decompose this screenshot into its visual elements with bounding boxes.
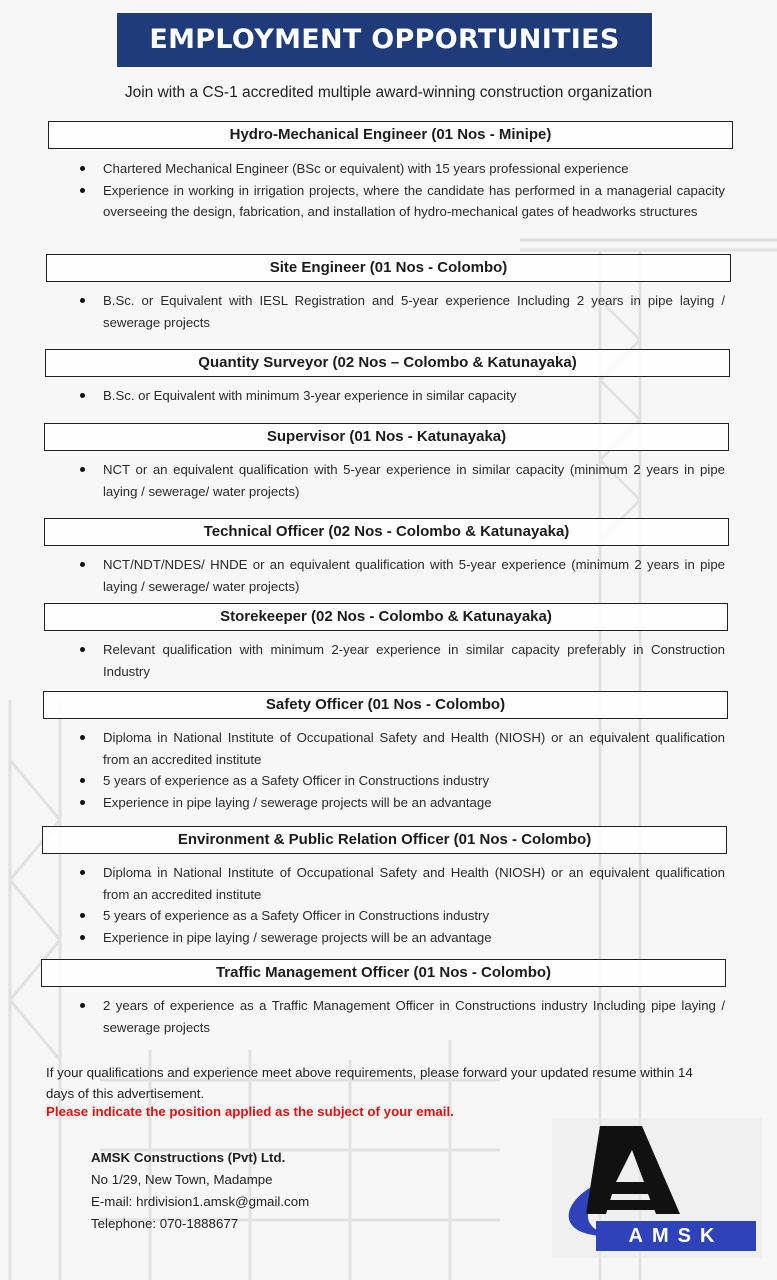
application-instructions: If your qualifications and experience meet above requirements, please forward your updated resume within 14 days of this advertisement.	[46, 1065, 693, 1101]
list-item: NCT/NDT/NDES/ HNDE or an equivalent qualification with 5-year experience (minimum 2 years in pipe laying / sewerage/ water projects)	[80, 554, 725, 597]
job-title-storekeeper: Storekeeper (02 Nos - Colombo & Katunayaka)	[44, 603, 728, 631]
job-requirements-list	[80, 158, 725, 223]
list-item: Diploma in National Institute of Occupational Safety and Health (NIOSH) or an equivalent qualification from an accredited institute	[80, 727, 725, 770]
job-title-hydro-mechanical-engineer: Hydro-Mechanical Engineer (01 Nos - Minipe)	[48, 121, 733, 149]
list-item: Relevant qualification with minimum 2-year experience in similar capacity preferably in Construction Industry	[80, 639, 725, 682]
job-requirements-list	[80, 995, 725, 1038]
list-item: 5 years of experience as a Safety Officer in Constructions industry	[80, 770, 725, 792]
company-address: No 1/29, New Town, Madampe	[91, 1172, 273, 1187]
list-item: Experience in pipe laying / sewerage projects will be an advantage	[80, 927, 725, 949]
job-requirements-list	[80, 727, 725, 814]
company-email: E-mail: hrdivision1.amsk@gmail.com	[91, 1194, 310, 1209]
list-item: B.Sc. or Equivalent with IESL Registration and 5-year experience Including 2 years in pipe laying / sewerage projects	[80, 290, 725, 333]
logo-wordmark: AMSK	[596, 1221, 756, 1251]
list-item: Experience in pipe laying / sewerage projects will be an advantage	[80, 792, 725, 814]
company-telephone: Telephone: 070-1888677	[91, 1216, 239, 1231]
company-name: AMSK Constructions (Pvt) Ltd.	[91, 1150, 286, 1165]
job-requirements-list	[80, 385, 725, 407]
list-item: B.Sc. or Equivalent with minimum 3-year experience in similar capacity	[80, 385, 725, 407]
list-item: NCT or an equivalent qualification with 5-year experience in similar capacity (minimum 2 years in pipe laying / sewerage/ water projects)	[80, 459, 725, 502]
list-item: Diploma in National Institute of Occupational Safety and Health (NIOSH) or an equivalent qualification from an accredited institute	[80, 862, 725, 905]
job-requirements-list	[80, 639, 725, 682]
job-title-supervisor: Supervisor (01 Nos - Katunayaka)	[44, 423, 729, 451]
job-title-technical-officer: Technical Officer (02 Nos - Colombo & Katunayaka)	[44, 518, 729, 546]
job-requirements-list	[80, 290, 725, 333]
company-contact-block	[91, 1147, 309, 1235]
list-item: Experience in working in irrigation projects, where the candidate has performed in a managerial capacity overseeing the design, fabrication, and installation of hydro-mechanical gates of headworks structures	[80, 180, 725, 223]
job-requirements-list	[80, 459, 725, 502]
job-requirements-list	[80, 554, 725, 597]
subject-line-notice: Please indicate the position applied as the subject of your email.	[46, 1104, 454, 1119]
list-item: 5 years of experience as a Safety Officer in Constructions industry	[80, 905, 725, 927]
list-item: 2 years of experience as a Traffic Management Officer in Constructions industry Including pipe laying / sewerage projects	[80, 995, 725, 1038]
job-requirements-list	[80, 862, 725, 949]
job-title-traffic-management-officer: Traffic Management Officer (01 Nos - Colombo)	[41, 959, 726, 987]
job-title-site-engineer: Site Engineer (01 Nos - Colombo)	[46, 254, 731, 282]
job-title-environment-public-relation-officer: Environment & Public Relation Officer (01 Nos - Colombo)	[42, 826, 727, 854]
job-title-safety-officer: Safety Officer (01 Nos - Colombo)	[43, 691, 728, 719]
job-title-quantity-surveyor: Quantity Surveyor (02 Nos – Colombo & Katunayaka)	[45, 349, 730, 377]
list-item: Chartered Mechanical Engineer (BSc or equivalent) with 15 years professional experience	[80, 158, 725, 180]
page-title: EMPLOYMENT OPPORTUNITIES	[117, 13, 652, 67]
page-subtitle: Join with a CS-1 accredited multiple award-winning construction organization	[124, 84, 653, 101]
